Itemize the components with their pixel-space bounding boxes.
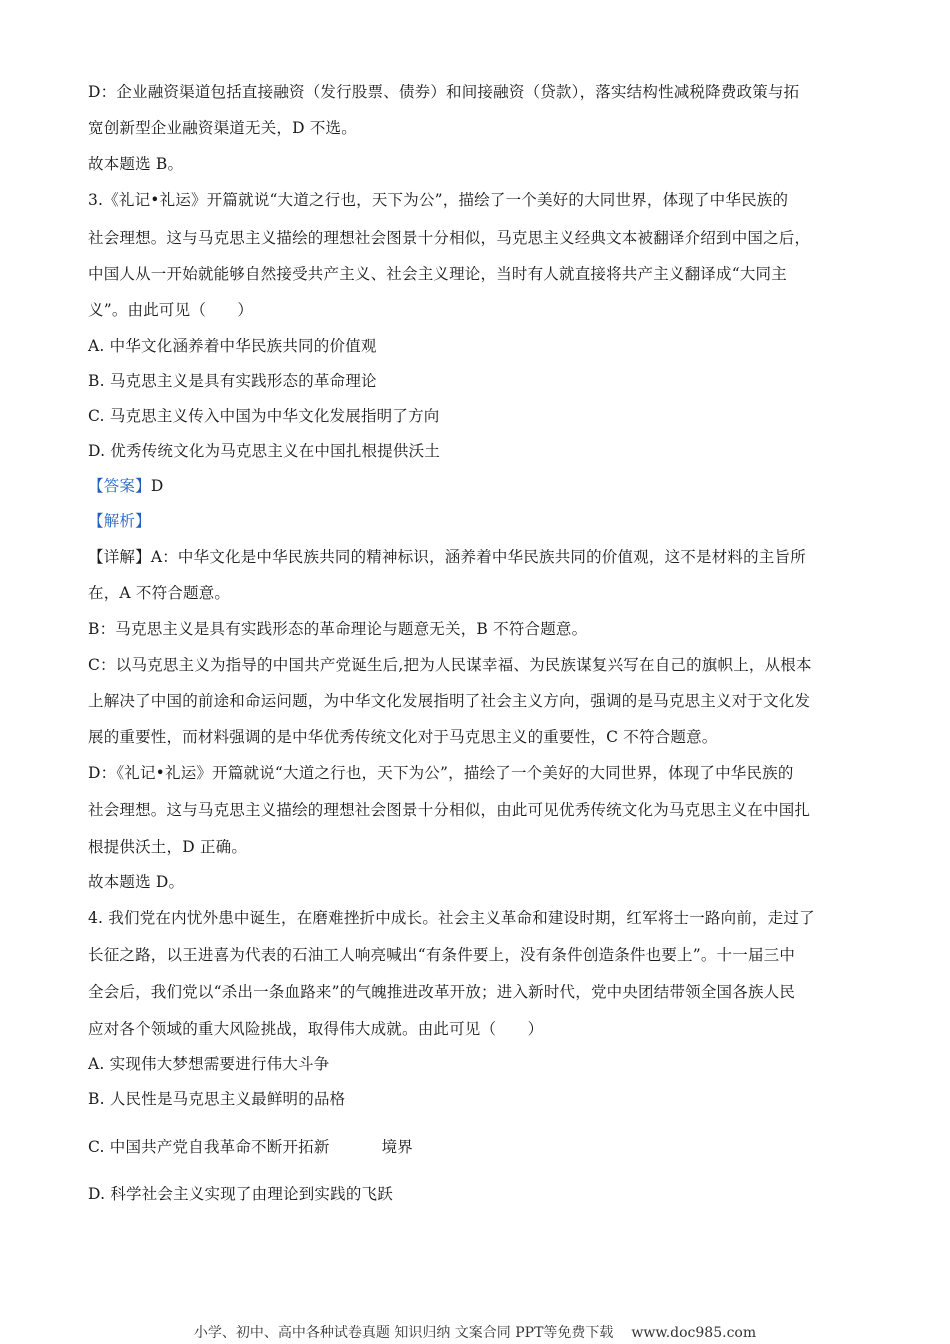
q4-stem-line4: 应对各个领域的重大风险挑战，取得伟大成就。由此可见（ ） — [88, 1020, 544, 1038]
q3-stem-line1: 3.《礼记•礼运》开篇就说“大道之行也，天下为公”，描绘了一个美好的大同世界，体现了中华民族的 — [88, 191, 789, 209]
q3-detail-line3: B：马克思主义是具有实践形态的革命理论与题意无关，B 不符合题意。 — [88, 620, 588, 638]
q4-option-d: D. 科学社会主义实现了由理论到实践的飞跃 — [88, 1185, 393, 1203]
q3-stem-line3: 中国人从一开始就能够自然接受共产主义、社会主义理论，当时有人就直接将共产主义翻译成“大同主 — [88, 265, 787, 283]
q2-conclusion: 故本题选 B。 — [88, 155, 184, 173]
q4-option-a: A. 实现伟大梦想需要进行伟大斗争 — [88, 1055, 330, 1073]
q3-detail-line9: 根提供沃土，D 正确。 — [88, 838, 248, 856]
q3-analysis-heading — [88, 511, 151, 531]
answer-tag: 【答案】 — [88, 477, 151, 495]
q3-detail-line1 — [88, 547, 806, 567]
q3-option-a: A. 中华文化涵养着中华民族共同的价值观 — [88, 337, 377, 355]
q2-option-d-analysis-line1: D：企业融资渠道包括直接融资（发行股票、债券）和间接融资（贷款），落实结构性减税降费政策与拓 — [88, 83, 800, 101]
q3-conclusion: 故本题选 D。 — [88, 873, 185, 891]
footer-text: 小学、初中、高中各种试卷真题 知识归纳 文案合同 PPT等免费下载 — [193, 1325, 614, 1341]
footer-site: www.doc985.com — [631, 1325, 757, 1341]
q3-option-b: B. 马克思主义是具有实践形态的革命理论 — [88, 372, 377, 390]
q4-option-b: B. 人民性是马克思主义最鲜明的品格 — [88, 1090, 346, 1108]
q4-option-c-tail: 境界 — [381, 1138, 413, 1156]
analysis-tag: 【解析】 — [88, 512, 151, 530]
q4-option-c — [88, 1137, 413, 1157]
q4-stem-line1: 4. 我们党在内忧外患中诞生，在磨难挫折中成长。社会主义革命和建设时期，红军将士一路向前，走过了 — [88, 909, 815, 927]
q3-detail-line5: 上解决了中国的前途和命运问题，为中华文化发展指明了社会主义方向，强调的是马克思主义对于文化发 — [88, 692, 811, 710]
q3-stem-line2: 社会理想。这与马克思主义描绘的理想社会图景十分相似，马克思主义经典文本被翻译介绍到中国之后， — [88, 229, 811, 247]
detail-tag: 【详解】 — [88, 548, 151, 566]
q3-option-c: C. 马克思主义传入中国为中华文化发展指明了方向 — [88, 407, 440, 425]
answer-value: D — [150, 477, 164, 495]
q4-stem-line2: 长征之路，以王进喜为代表的石油工人响亮喊出“有条件要上，没有条件创造条件也要上”。十一届三中 — [88, 946, 796, 964]
detail-text: A：中华文化是中华民族共同的精神标识，涵养着中华民族共同的价值观，这不是材料的主旨所 — [150, 548, 806, 566]
page-footer — [0, 1322, 950, 1342]
q2-option-d-analysis-line2: 宽创新型企业融资渠道无关，D 不选。 — [88, 119, 357, 137]
q4-option-c-text: C. 中国共产党自我革命不断开拓新 — [88, 1138, 330, 1156]
q4-stem-line3: 全会后，我们党以“杀出一条血路来”的气魄推进改革开放；进入新时代，党中央团结带领全国各族人民 — [88, 983, 796, 1001]
q3-detail-line6: 展的重要性，而材料强调的是中华优秀传统文化对于马克思主义的重要性，C 不符合题意。 — [88, 728, 718, 746]
q3-detail-line4: C：以马克思主义为指导的中国共产党诞生后,把为人民谋幸福、为民族谋复兴写在自己的旗帜上，从根本 — [88, 656, 812, 674]
q3-detail-line8: 社会理想。这与马克思主义描绘的理想社会图景十分相似，由此可见优秀传统文化为马克思主义在中国扎 — [88, 801, 811, 819]
q3-option-d: D. 优秀传统文化为马克思主义在中国扎根提供沃土 — [88, 442, 441, 460]
q3-stem-line4: 义”。由此可见（ ） — [88, 301, 254, 319]
q3-detail-line7: D：《礼记•礼运》开篇就说“大道之行也，天下为公”，描绘了一个美好的大同世界，体现了中华民族的 — [88, 764, 794, 782]
q3-answer — [88, 476, 163, 496]
q3-detail-line2: 在，A 不符合题意。 — [88, 584, 231, 602]
